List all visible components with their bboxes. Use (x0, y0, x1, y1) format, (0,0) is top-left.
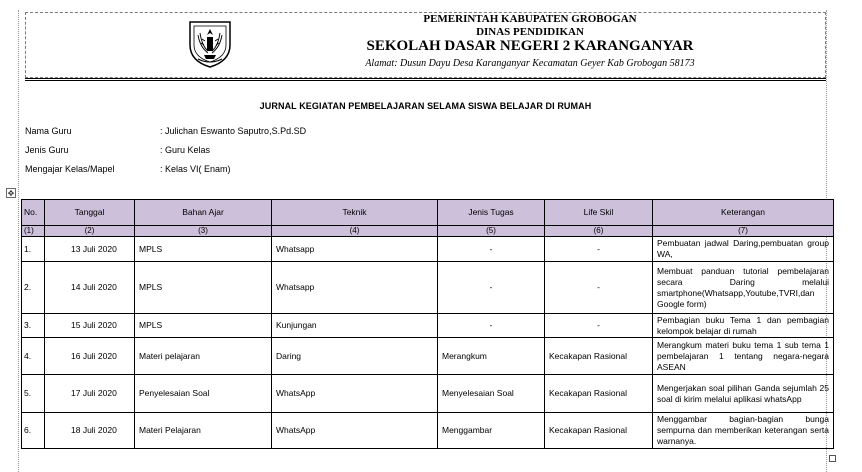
cell-no: 4. (22, 338, 45, 375)
cell-skil: Kecakapan Rasional (545, 375, 653, 413)
cell-skil: - (545, 314, 653, 338)
cell-teknik: Kunjungan (272, 314, 438, 338)
cell-bahan: Materi Pelajaran (135, 413, 272, 449)
col-number: (4) (272, 226, 438, 237)
mengajar-label: Mengajar Kelas/Mapel (25, 164, 115, 174)
cell-skil: - (545, 237, 653, 262)
cell-tanggal: 16 Juli 2020 (45, 338, 135, 375)
cell-keterangan: Menggambar bagian-bagian bunga sempurna dan memberikan keterangan serta warnanya. (653, 413, 834, 449)
cell-keterangan: Pembuatan jadwal Daring,pembuatan group WA, (653, 237, 834, 262)
cell-tugas: Merangkum (438, 338, 545, 375)
cell-tanggal: 18 Juli 2020 (45, 413, 135, 449)
table-row (22, 262, 834, 314)
nama-guru-label: Nama Guru (25, 126, 72, 136)
cell-no: 5. (22, 375, 45, 413)
header-tanggal: Tanggal (45, 200, 135, 226)
table-row (22, 338, 834, 375)
header-life-skil: Life Skil (545, 200, 653, 226)
cell-skil: - (545, 262, 653, 314)
cell-bahan: Materi pelajaran (135, 338, 272, 375)
cell-keterangan: Merangkum materi buku tema 1 sub tema 1 pembelajaran 1 tentang negara-negara ASEAN (653, 338, 834, 375)
journal-title: JURNAL KEGIATAN PEMBELAJARAN SELAMA SISWA BELAJAR DI RUMAH (259, 101, 592, 111)
cell-teknik: Whatsapp (272, 262, 438, 314)
table-row (22, 237, 834, 262)
table-row (22, 375, 834, 413)
cell-keterangan: Pembagian buku Tema 1 dan pembagian kelompok belajar di rumah (653, 314, 834, 338)
cell-teknik: Whatsapp (272, 237, 438, 262)
cell-tugas: - (438, 314, 545, 338)
cell-bahan: MPLS (135, 237, 272, 262)
col-number: (1) (22, 226, 45, 237)
cell-teknik: Daring (272, 338, 438, 375)
header-no: No. (22, 200, 45, 226)
cell-tugas: - (438, 262, 545, 314)
header-keterangan: Keterangan (653, 200, 834, 226)
cell-tanggal: 17 Juli 2020 (45, 375, 135, 413)
cell-teknik: WhatsApp (272, 413, 438, 449)
cell-bahan: MPLS (135, 314, 272, 338)
cell-no: 3. (22, 314, 45, 338)
col-number: (6) (545, 226, 653, 237)
table-row (22, 314, 834, 338)
cell-bahan: MPLS (135, 262, 272, 314)
cell-teknik: WhatsApp (272, 375, 438, 413)
jenis-guru-label: Jenis Guru (25, 145, 69, 155)
cell-tanggal: 14 Juli 2020 (45, 262, 135, 314)
header-teknik: Teknik (272, 200, 438, 226)
nama-guru-value: : Julichan Eswanto Saputro,S.Pd.SD (160, 126, 307, 136)
cell-skil: Kecakapan Rasional (545, 338, 653, 375)
mengajar-value: : Kelas VI( Enam) (160, 164, 231, 174)
cell-tanggal: 13 Juli 2020 (45, 237, 135, 262)
journal-table (21, 199, 834, 449)
table-move-handle-icon[interactable]: ✥ (7, 189, 15, 198)
kop-alamat: Alamat: Dusun Dayu Desa Karanganyar Kecamatan Geyer Kab Grobogan 58173 (365, 58, 695, 69)
table-row (22, 413, 834, 449)
kop-dinas: DINAS PENDIDIKAN (476, 26, 584, 38)
col-number: (3) (135, 226, 272, 237)
table-resize-handle[interactable] (829, 455, 836, 462)
cell-tugas: Menyelesaian Soal (438, 375, 545, 413)
cell-tanggal: 15 Juli 2020 (45, 314, 135, 338)
cell-tugas: - (438, 237, 545, 262)
cell-keterangan: Membuat panduan tutorial pembelajaran secara Daring melalui smartphone(Whatsapp,Youtube,TVRI,dan Google form) (653, 262, 834, 314)
page-margin-left (18, 10, 19, 472)
cell-bahan: Penyelesaian Soal (135, 375, 272, 413)
column-number-row (22, 226, 834, 237)
cell-no: 2. (22, 262, 45, 314)
jenis-guru-value: : Guru Kelas (160, 145, 211, 155)
cell-no: 6. (22, 413, 45, 449)
col-number: (2) (45, 226, 135, 237)
col-number: (7) (653, 226, 834, 237)
cell-keterangan: Mengerjakan soal pilihan Ganda sejumlah 25 soal di kirim melalui aplikasi whatsApp (653, 375, 834, 413)
kop-sekolah: SEKOLAH DASAR NEGERI 2 KARANGANYAR (366, 38, 694, 54)
cell-no: 1. (22, 237, 45, 262)
header-bahan-ajar: Bahan Ajar (135, 200, 272, 226)
header-jenis-tugas: Jenis Tugas (438, 200, 545, 226)
cell-tugas: Menggambar (438, 413, 545, 449)
col-number: (5) (438, 226, 545, 237)
kop-pemerintah: PEMERINTAH KABUPATEN GROBOGAN (423, 13, 637, 25)
grobogan-coat-of-arms-icon (186, 19, 234, 69)
header-divider-thin (25, 80, 826, 81)
header-divider (25, 78, 826, 79)
cell-skil: Kecakapan Rasional (545, 413, 653, 449)
table-header-row (22, 200, 834, 226)
